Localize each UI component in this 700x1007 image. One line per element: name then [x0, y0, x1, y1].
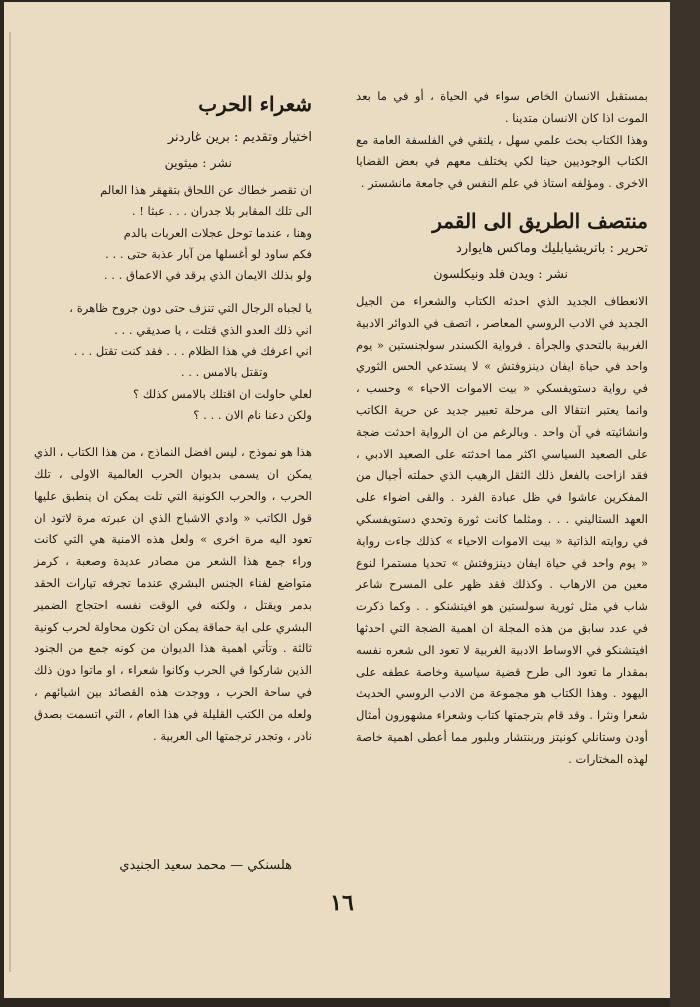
book-edge: [670, 0, 700, 1007]
poem-line: وهنا ، عندما توحل عجلات العربات بالدم: [123, 225, 312, 240]
right-column: [356, 86, 648, 771]
poem-line: ولكن دعنا نام الان . . . ؟: [193, 407, 312, 422]
editors-credit: تحرير : باتريشيابليك وماكس هايوارد: [456, 240, 648, 256]
review-body-war-poets: هذا هو نموذج ، ليس افضل النماذج ، من هذا الكتاب ، الذي يمكن ان يسمى بديوان الحرب العالمية الاولى ، تلك الحرب ، والحرب الكونية التي تلت يمكن ان ينطبق عليها قول الكاتب « وادي الاشباح الذي ان عبرته مرة لاتود ان تعود اليه مرة اخرى » ولعل هذه الامنية هي التي كانت وراء جمع هذا الشعر من مصادر عديدة وصعبة ، كرمز متواضع لفناء الجنس البشري عندما تجرفه تيارات الحقد بدمر ويقتل ، ولكنه في الوقت نفسه احتجاج الضمير البشري على اية حماقة يمكن ان تكون محاولة لحرب كونية ثالثة . وتأتي اهمية هذا الديوان من كونه جمع من الجنود الذين شاركوا في الحرب وكانوا شعراء ، او ماتوا دون ذلك في ساحة الحرب ، ووجدت هذه القصائد بين اشيائهم ، ولعله من الكتب القليلة في هذا العام ، التي اتسمت بصدق نادر ، وتجدر ترجمتها الى العربية .: [34, 445, 312, 743]
author-signature: هلسنكي — محمد سعيد الجنيدي: [119, 858, 292, 873]
poem-line: وتقتل بالامس . . .: [180, 365, 268, 380]
selection-credit: اختيار وتقديم : برين غاردنر: [167, 130, 312, 145]
publisher-credit: نشر : ويدن فلد ونيكلسون: [433, 265, 568, 281]
poem-stanza-2: [34, 298, 312, 426]
publisher-credit-war-poets: نشر : ميثوين: [164, 155, 232, 170]
poem-line: اني اعرفك في هذا الظلام . . . فقد كنت تقتل . . .: [73, 344, 312, 359]
poem-line: فكم ساود لو أغسلها من آبار عذبة حتى . . .: [105, 246, 312, 261]
poem-line: ان تقصر خطاك عن اللحاق بتقهقر هذا العالم: [100, 183, 312, 197]
poem-line: ولو بذلك الايمان الذي يرقد في الاعماق . . .: [103, 268, 312, 283]
intro-paragraph-1: بمستقبل الانسان الخاص سواء في الحياة ، أو في ما بعد الموت اذا كان الانسان متدينا .: [356, 89, 648, 125]
article-title-war-poets: شعراء الحرب: [198, 92, 312, 116]
poem-line: اني ذلك العدو الذي قتلت ، يا صديقي . . .: [114, 322, 312, 337]
poem-line: لعلي حاولت ان اقتلك بالامس كذلك ؟: [133, 386, 312, 401]
page-content: [4, 2, 670, 998]
review-body-halfway-to-moon: الانعطاف الجديد الذي احدثه الكتاب والشعراء من الجيل الجديد في الادب الروسي المعاصر ، اتصف في الدوائر الادبية الغربية بالتحدي والجرأة . فرواية الكسندر سولجنستين « يوم واحد في حياة ايفان دينزوفتش » لا يستدعي الحس الثوري في رواية دستويفسكي « بيت الاموات الاحياء » وحسب ، وانما يعتبر انتقالا الى مرحلة تعبير جديد عن حرية الكاتب وانشائيته في آن واحد . وبالرغم من ان الرواية احدثت ضجة على الصعيد السياسي اكثر مما احدثته على الصعيد الادبي ، فقد ازاحت بالفعل ذلك الثقل الرهيب الذي حملته أجيال من المفكرين عاشوا في ظل عبادة الفرد . والقى اضواء على العهد الستاليني . . . ومثلما كانت ثورة وتحدي دستويفسكي في روايته الذاتية « بيت الاموات الاحياء » كذلك جاءت رواية « يوم واحد في حياة ايفان دينزوفتش » تحديا مستمرا لنوع معين من الارهاب . وكذلك فقد ظهر على المسرح شاعر شاب في مثل ثورية سولستين هو افيتشنكو . . وكما ذكرت في عدد سابق من هذه المجلة ان اهمية الضجة التي احدثها افيتشنكو في الاوساط الادبية الغربية لا تعود الى شعره نفسه بمقدار ما تعود الى طرح قضية سياسية وخاصة عطفه على اليهود . وهذا الكتاب هو مجموعة من الادب الروسي الحديث شعرا ونثرا . وقد قام بترجمتها كتاب وشعراء مشهورون أمثال أودن وستانلي كونيتز وربنتشار وبلبور مما أعطى اهمية خاصة لهذه المختارات .: [356, 293, 648, 766]
poem-line: يا لجباه الرجال التي تنزف حتى دون جروح ظاهرة ،: [69, 301, 312, 316]
poem-line: الى تلك المقابر بلا جدران . . . عبثا ! .: [131, 204, 312, 219]
page-number: ١٦: [330, 890, 354, 916]
intro-paragraph-2: وهذا الكتاب بحث علمي سهل ، يلتقي في الفلسفة العامة مع الكتاب الوجوديين حينا لكي يختلف معهم في بعض القضايا الاخرى . ومؤلفه استاذ في علم النفس في جامعة مانشستر .: [356, 132, 648, 191]
poem-stanza-1: [34, 180, 312, 286]
left-column: [34, 86, 312, 747]
article-title-halfway-to-moon: منتصف الطريق الى القمر: [432, 208, 648, 233]
